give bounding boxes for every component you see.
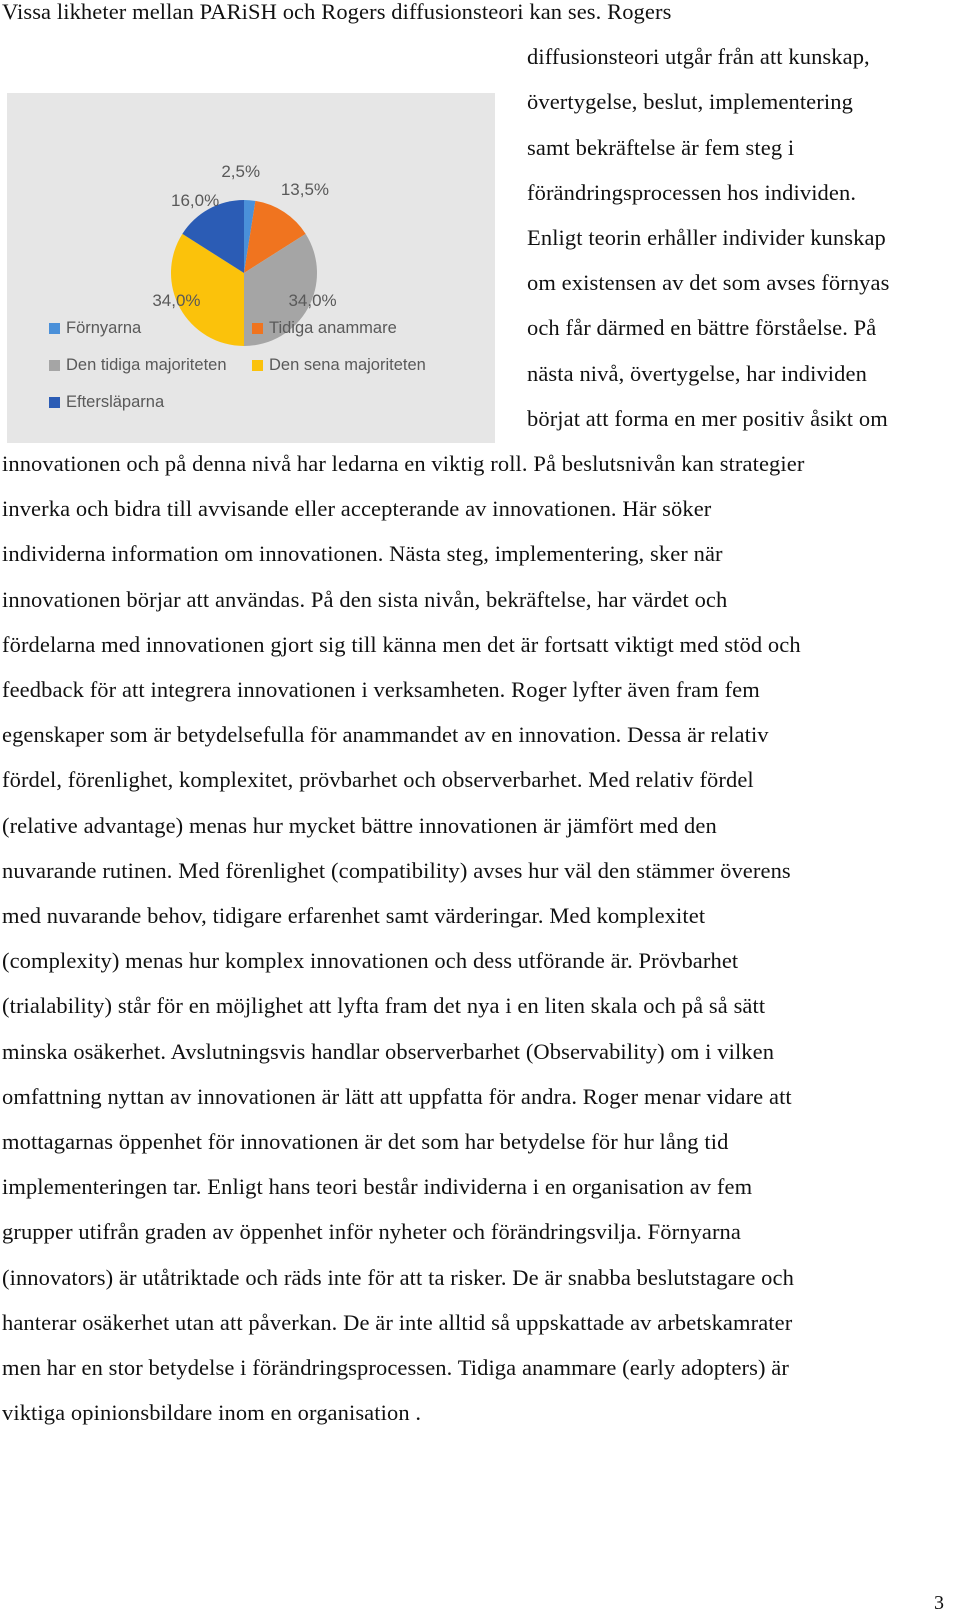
text-line: nuvarande rutinen. Med förenlighet (compatibility) avses hur väl den stämmer överens — [2, 857, 791, 883]
text-line: (innovators) är utåtriktade och räds inte för att ta risker. De är snabba beslutstagare och — [2, 1264, 794, 1290]
text-line: innovationen börjar att användas. På den sista nivån, bekräftelse, har värdet och — [2, 586, 728, 612]
text-line: viktiga opinionsbildare inom en organisation . — [2, 1400, 422, 1426]
text-line: samt bekräftelse är fem steg i — [527, 134, 795, 160]
legend-label: Eftersläparna — [66, 393, 165, 411]
text-line: (complexity) menas hur komplex innovationen och dess utförande är. Prövbarhet — [2, 948, 739, 974]
legend-item — [49, 356, 227, 375]
pie-chart-svg — [7, 93, 495, 443]
text-line: omfattning nyttan av innovationen är lätt att uppfatta för andra. Roger menar vidare att — [2, 1083, 792, 1109]
page-number: 3 — [934, 1592, 944, 1614]
text-line: men har en stor betydelse i förändringsprocessen. Tidiga anammare (early adopters) är — [2, 1355, 789, 1380]
legend-item — [49, 393, 164, 412]
legend-item — [49, 319, 141, 338]
text-line: Enligt teorin erhåller individer kunskap — [527, 225, 886, 250]
text-line: förändringsprocessen hos individen. — [527, 179, 857, 205]
pie-data-label: 34,0% — [288, 290, 337, 310]
text-line: med nuvarande behov, tidigare erfarenhet samt värderingar. Med komplexitet — [2, 903, 706, 928]
text-line: innovationen och på denna nivå har ledarna en viktig roll. På beslutsnivån kan strategier — [2, 451, 805, 476]
text-line: Vissa likheter mellan PARiSH och Rogers diffusionsteori kan ses. Rogers — [2, 0, 672, 24]
pie-data-label: 2,5% — [221, 162, 261, 182]
text-line: individerna information om innovationen. Nästa steg, implementering, sker när — [2, 541, 723, 567]
legend-item — [252, 319, 397, 338]
legend-swatch — [49, 360, 60, 371]
legend-label: Den sena majoriteten — [269, 356, 426, 374]
legend-label: Tidiga anammare — [269, 319, 397, 337]
text-line: och får därmed en bättre förståelse. På — [527, 315, 877, 341]
pie-data-label: 34,0% — [152, 290, 201, 310]
text-line: (relative advantage) menas hur mycket bättre innovationen är jämfört med den — [2, 812, 717, 838]
text-line: (trialability) står för en möjlighet att lyfta fram det nya i en liten skala och på så sätt — [2, 993, 766, 1019]
text-line: minska osäkerhet. Avslutningsvis handlar observerbarhet (Observability) om i vilken — [2, 1038, 775, 1064]
text-line: fördelarna med innovationen gjort sig till känna men det är fortsatt viktigt med stöd och — [2, 631, 801, 657]
text-line: egenskaper som är betydelsefulla för anammandet av en innovation. Dessa är relativ — [2, 722, 769, 748]
pie-data-label: 13,5% — [280, 179, 330, 199]
text-line: grupper utifrån graden av öppenhet inför nyheter och förändringsvilja. Förnyarna — [2, 1219, 741, 1245]
legend-label: Förnyarna — [66, 319, 142, 337]
text-line: hanterar osäkerhet utan att påverkan. De är inte alltid så uppskattade av arbetskamrater — [2, 1309, 793, 1335]
text-line: implementeringen tar. Enligt hans teori består individerna i en organisation av fem — [2, 1174, 753, 1200]
legend-swatch — [49, 323, 60, 334]
text-line: mottagarnas öppenhet för innovationen är det som har betydelse för hur lång tid — [2, 1129, 729, 1154]
text-line: börjat att forma en mer positiv åsikt om — [527, 405, 888, 431]
legend-label: Den tidiga majoriteten — [66, 356, 227, 374]
text-line: fördel, förenlighet, komplexitet, prövbarhet och observerbarhet. Med relativ fördel — [2, 767, 754, 793]
text-line: inverka och bidra till avvisande eller accepterande av innovationen. Här söker — [2, 496, 712, 522]
pie-chart — [7, 93, 495, 443]
text-line: feedback för att integrera innovationen i verksamheten. Roger lyfter även fram fem — [2, 677, 760, 702]
pie-data-label: 16,0% — [170, 191, 220, 211]
text-line: nästa nivå, övertygelse, har individen — [527, 360, 867, 386]
text-line: diffusionsteori utgår från att kunskap, — [527, 44, 870, 70]
legend-swatch — [252, 323, 263, 334]
text-line: övertygelse, beslut, implementering — [527, 89, 853, 115]
legend-item — [252, 356, 426, 375]
legend-swatch — [49, 397, 60, 408]
legend-swatch — [252, 360, 263, 371]
text-line: om existensen av det som avses förnyas — [527, 270, 890, 296]
